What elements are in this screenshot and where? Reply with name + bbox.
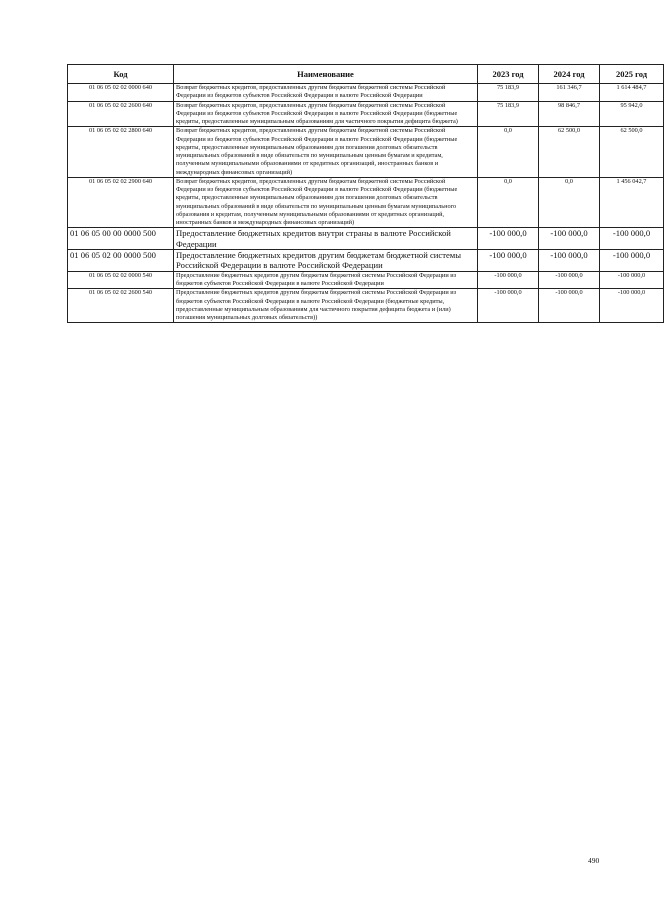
- cell-2025: -100 000,0: [600, 289, 664, 323]
- header-2023: 2023 год: [478, 65, 539, 84]
- cell-2023: -100 000,0: [478, 250, 539, 272]
- cell-code: 01 06 05 02 02 0000 640: [68, 84, 174, 102]
- cell-name: Предоставление бюджетных кредитов другим бюджетам бюджетной системы Российской Федерации в валюте Российской Федерации: [174, 250, 478, 272]
- table-row: [68, 84, 664, 102]
- header-2024: 2024 год: [539, 65, 600, 84]
- cell-code: 01 06 05 02 02 0000 540: [68, 271, 174, 289]
- table-row: [68, 101, 664, 127]
- cell-name: Предоставление бюджетных кредитов другим бюджетам бюджетной системы Российской Федерации из бюджетов субъектов Российской Федерации в валюте Российской Федерации (бюджетные кредиты, предоставленные муниципальным образованиям для частичного покрытия дефицита бюджета и (или) погашения муниципальных долговых обязательств)): [174, 289, 478, 323]
- budget-table: [67, 64, 664, 323]
- cell-2024: 62 500,0: [539, 127, 600, 178]
- cell-code: 01 06 05 02 02 2800 640: [68, 127, 174, 178]
- page-number: 490: [588, 856, 600, 865]
- cell-code: 01 06 05 02 02 2900 640: [68, 177, 174, 228]
- cell-2025: 62 500,0: [600, 127, 664, 178]
- cell-2025: 1 456 042,7: [600, 177, 664, 228]
- cell-2025: -100 000,0: [600, 271, 664, 289]
- cell-2024: -100 000,0: [539, 250, 600, 272]
- cell-2024: -100 000,0: [539, 228, 600, 250]
- cell-2023: 75 183,9: [478, 84, 539, 102]
- cell-2025: -100 000,0: [600, 228, 664, 250]
- table-header-row: [68, 65, 664, 84]
- cell-2024: 161 346,7: [539, 84, 600, 102]
- table-row: [68, 127, 664, 178]
- cell-2025: 95 942,0: [600, 101, 664, 127]
- table-row: [68, 250, 664, 272]
- cell-2023: -100 000,0: [478, 289, 539, 323]
- cell-name: Возврат бюджетных кредитов, предоставленных другим бюджетам бюджетной системы Российской Федерации из бюджетов субъектов Российской Федерации в валюте Российской Федерации (бюджетные кредиты, предоставленные муниципальным образованиям для частичного покрытия дефицита бюджета): [174, 101, 478, 127]
- cell-2023: 0,0: [478, 177, 539, 228]
- cell-2023: 0,0: [478, 127, 539, 178]
- header-code: Код: [68, 65, 174, 84]
- header-2025: 2025 год: [600, 65, 664, 84]
- cell-2024: -100 000,0: [539, 271, 600, 289]
- table-row: [68, 271, 664, 289]
- table-row: [68, 177, 664, 228]
- cell-code: 01 06 05 02 02 2600 540: [68, 289, 174, 323]
- table-row: [68, 289, 664, 323]
- cell-code: 01 06 05 00 00 0000 500: [68, 228, 174, 250]
- cell-2023: 75 183,9: [478, 101, 539, 127]
- cell-name: Предоставление бюджетных кредитов другим бюджетам бюджетной системы Российской Федерации из бюджетов субъектов Российской Федерации в валюте Российской Федерации: [174, 271, 478, 289]
- cell-name: Возврат бюджетных кредитов, предоставленных другим бюджетам бюджетной системы Российской Федерации из бюджетов субъектов Российской Федерации в валюте Российской Федерации: [174, 84, 478, 102]
- cell-2024: 0,0: [539, 177, 600, 228]
- cell-2023: -100 000,0: [478, 271, 539, 289]
- cell-name: Предоставление бюджетных кредитов внутри страны в валюте Российской Федерации: [174, 228, 478, 250]
- cell-name: Возврат бюджетных кредитов, предоставленных другим бюджетам бюджетной системы Российской Федерации из бюджетов субъектов Российской Федерации в валюте Российской Федерации (бюджетные кредиты, предоставленные муниципальным образованиям для погашения долговых обязательств муниципальных образований в виде обязательств по муниципальным ценным бумагам и кредитам, полученным муниципальными образованиями от кредитных организаций, иностранных банков и международных финансовых организаций): [174, 127, 478, 178]
- cell-2024: 98 846,7: [539, 101, 600, 127]
- table-row: [68, 228, 664, 250]
- cell-2024: -100 000,0: [539, 289, 600, 323]
- cell-code: 01 06 05 02 02 2600 640: [68, 101, 174, 127]
- cell-2025: -100 000,0: [600, 250, 664, 272]
- cell-2025: 1 614 484,7: [600, 84, 664, 102]
- header-name: Наименование: [174, 65, 478, 84]
- cell-2023: -100 000,0: [478, 228, 539, 250]
- cell-name: Возврат бюджетных кредитов, предоставленных другим бюджетам бюджетной системы Российской Федерации из бюджетов субъектов Российской Федерации в валюте Российской Федерации (бюджетные кредиты, предоставленные муниципальным образованиям для погашения долговых обязательств муниципальных образований в виде обязательств по муниципальным ценным бумагам муниципального образования и кредитам, полученным муниципальными образованиями от кредитных организаций, иностранных банков и международных финансовых организаций): [174, 177, 478, 228]
- cell-code: 01 06 05 02 00 0000 500: [68, 250, 174, 272]
